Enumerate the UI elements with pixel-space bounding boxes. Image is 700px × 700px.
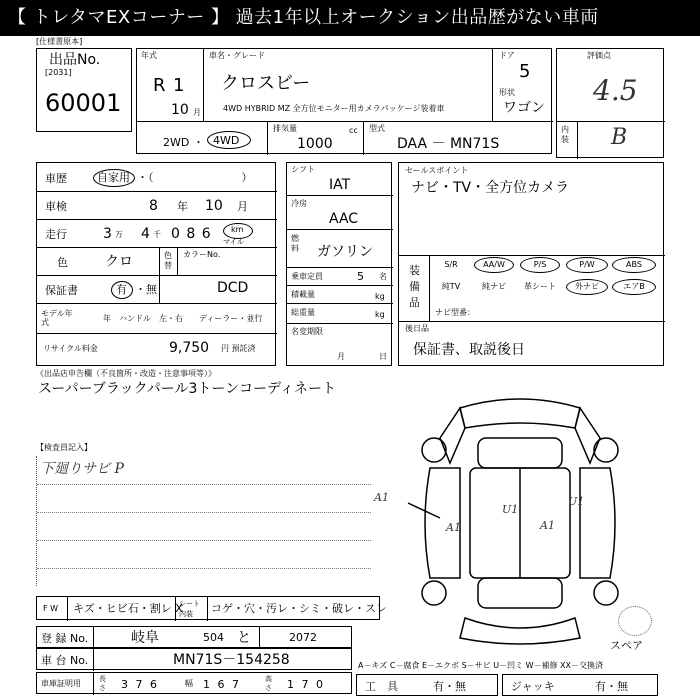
damage-legend: A－キズ C－腐食 E－エクボ S－サビ U－凹ミ W－補修 XX－交換済	[358, 661, 604, 670]
jack-label: ジャッキ	[511, 680, 555, 693]
inspector-text: 下廻りサビ P	[40, 461, 124, 477]
year-num: 1	[173, 75, 185, 96]
load-label: 積載量	[291, 290, 315, 299]
capacity-unit: 名	[379, 272, 387, 281]
history-label: 車歴	[45, 172, 67, 185]
interior-label: 内装	[561, 125, 569, 144]
drive-2wd: 2WD	[163, 136, 190, 149]
notes-text: スーパーブラックパール3トーンコーディネート	[38, 381, 337, 397]
length-label: 長さ	[99, 675, 106, 692]
tools: 有・無	[433, 680, 466, 693]
carname-label: 車名・グレード	[209, 51, 265, 60]
seat-label: シート内装	[179, 600, 200, 618]
recycle-unit: 円 預託済	[221, 344, 256, 353]
drive-sep: ・	[193, 136, 204, 149]
change-label: 名変期限	[291, 327, 323, 336]
color: クロ	[105, 254, 133, 270]
fuel-label: 燃料	[291, 234, 299, 253]
car-damage-diagram	[400, 388, 640, 648]
registration-box	[36, 626, 352, 648]
year-label: 年式	[141, 51, 157, 60]
disp-label: 排気量	[273, 124, 297, 133]
model: DAA － MN71S	[397, 136, 500, 152]
shape-label: 形状	[499, 88, 515, 97]
reg-class: 504	[203, 631, 224, 644]
colorno: DCD	[217, 280, 249, 296]
mileage-label: 走行	[45, 228, 67, 241]
equip-pw: P/W	[579, 260, 595, 269]
inspector-label: 【検査員記入】	[36, 443, 92, 452]
capacity-label: 乗車定員	[291, 272, 323, 281]
recycle-label: リサイクル料金	[43, 344, 98, 353]
vehicle-detail-box	[36, 162, 276, 366]
later-label: 後日品	[405, 324, 429, 333]
month: 10	[171, 102, 189, 118]
width: 1 6 7	[203, 678, 241, 691]
drive-4wd: 4WD	[213, 134, 240, 147]
shift-label: シフト	[291, 165, 315, 174]
damage-mark-1: A1	[374, 491, 389, 504]
capacity: 5	[357, 270, 364, 283]
chassis-label: 車 台 No.	[41, 654, 89, 667]
colorno-label: カラーNo.	[183, 250, 221, 259]
lot-sub: [2031]	[45, 68, 72, 77]
spare-label: スペア	[610, 639, 643, 652]
shaken-label: 車検	[45, 200, 67, 213]
chassis-box	[36, 648, 352, 670]
equip-sr: S/R	[444, 260, 458, 269]
change-month: 月	[337, 352, 345, 361]
color-label: 色	[57, 256, 68, 269]
later: 保証書、取説後日	[413, 342, 525, 358]
warranty-label: 保証書	[45, 284, 78, 297]
color-change-label: 色替	[164, 251, 172, 270]
interior: B	[611, 125, 628, 150]
mile-man: 3	[103, 226, 112, 242]
model-year-rest: 年 ハンドル 左・右 ディーラー・並行	[103, 314, 263, 323]
tools-label: 工 具	[365, 680, 398, 693]
gross-label: 総重量	[291, 308, 315, 317]
notes-label: 《出品店申告欄（不良箇所・改造・注意事項等）》	[36, 369, 216, 378]
door-label: ドア	[499, 51, 515, 60]
shape: ワゴン	[503, 100, 545, 116]
height: 1 7 0	[287, 678, 325, 691]
width-label: 幅	[185, 679, 193, 688]
damage-mark-3: U1	[568, 495, 585, 508]
sen-unit: 千	[153, 230, 161, 239]
shaken-month: 10	[205, 198, 223, 214]
spare-tire	[618, 606, 652, 636]
equip-abs: ABS	[626, 260, 642, 269]
cert-label: 車庫証明用	[41, 679, 81, 688]
lot-label: 出品No.	[49, 52, 101, 68]
damage-mark-5: A1	[540, 519, 555, 532]
navi-label: ナビ型番：	[435, 308, 475, 317]
mile-sen: 4	[141, 226, 150, 242]
shaken-year-unit: 年	[177, 200, 188, 213]
warranty-no: ・無	[135, 283, 157, 296]
man-unit: 万	[115, 230, 123, 239]
top-info-box	[136, 48, 552, 154]
equip-tv: 純TV	[441, 282, 461, 291]
seat-text: コゲ・穴・汚レ・シミ・破レ・スレ	[211, 602, 387, 615]
fw-seat-box	[36, 596, 387, 620]
equip-ps: P/S	[533, 260, 547, 269]
gross-unit: kg	[375, 310, 385, 319]
score-label: 評価点	[587, 51, 611, 60]
damage-mark-2: U1	[502, 503, 519, 516]
score: 4.5	[593, 74, 638, 107]
reg-kana: と	[237, 630, 251, 646]
warranty-yes: 有	[116, 283, 127, 296]
length: 3 7 6	[121, 678, 159, 691]
grade: 4WD HYBRID MZ 全方位モニター用カメラパッケージ装着車	[223, 104, 445, 113]
model-label: 型式	[369, 124, 385, 133]
equip-aaw: AA/W	[483, 260, 505, 269]
model-year-label: モデル年式	[41, 309, 73, 327]
fuel: ガソリン	[317, 244, 373, 260]
load-unit: kg	[375, 292, 385, 301]
reg-pref: 岐阜	[131, 630, 159, 646]
height-label: 高さ	[265, 675, 272, 692]
fw-text: キズ・ヒビ石・割レ X	[73, 602, 183, 615]
mile-rest: 0 8 6	[171, 226, 212, 242]
header-sub: [仕様書原本]	[36, 37, 83, 46]
mile-unit: マイル	[223, 238, 244, 246]
equip-extnavi: 外ナビ	[575, 282, 599, 291]
ac-label: 冷房	[291, 199, 307, 208]
doors: 5	[519, 61, 531, 82]
reg-num: 2072	[289, 631, 317, 644]
history-value: 自家用	[97, 171, 130, 184]
equip-leather: 革シート	[524, 282, 556, 291]
carname: クロスビー	[221, 73, 311, 94]
shaken-month-unit: 月	[237, 200, 248, 213]
km-unit: km	[231, 225, 244, 234]
jack: 有・無	[595, 680, 628, 693]
sales: ナビ・TV・全方位カメラ	[411, 180, 570, 196]
disp: 1000	[297, 136, 333, 152]
tools-box	[356, 674, 498, 696]
banner: 【 トレタマEXコーナー 】 過去1年以上オークション出品歴がない車両	[0, 0, 700, 36]
lot-box	[36, 48, 132, 132]
change-day: 日	[379, 352, 387, 361]
shaken-year: 8	[149, 198, 158, 214]
history-rest: ・（ ）	[137, 171, 253, 184]
reg-label: 登 録 No.	[41, 632, 89, 645]
fw-label: F W	[43, 604, 59, 613]
equip-label: 装備品	[409, 264, 420, 309]
chassis: MN71S－154258	[173, 652, 290, 668]
damage-mark-4: A1	[446, 521, 461, 534]
lot-number: 60001	[45, 89, 122, 117]
score-box	[556, 48, 664, 158]
sales-label: セールスポイント	[405, 166, 469, 175]
equip-navi: 純ナビ	[482, 282, 506, 291]
garage-cert-box	[36, 672, 352, 694]
equip-grid	[432, 258, 660, 296]
disp-unit: cc	[349, 126, 358, 135]
year-era: R	[153, 75, 166, 96]
shift: IAT	[329, 177, 351, 193]
ac: AAC	[329, 211, 359, 227]
recycle: 9,750	[169, 340, 210, 356]
spec-box	[286, 162, 392, 366]
equip-airbag: エアB	[623, 282, 645, 291]
jack-box	[502, 674, 658, 696]
month-unit: 月	[193, 108, 201, 117]
